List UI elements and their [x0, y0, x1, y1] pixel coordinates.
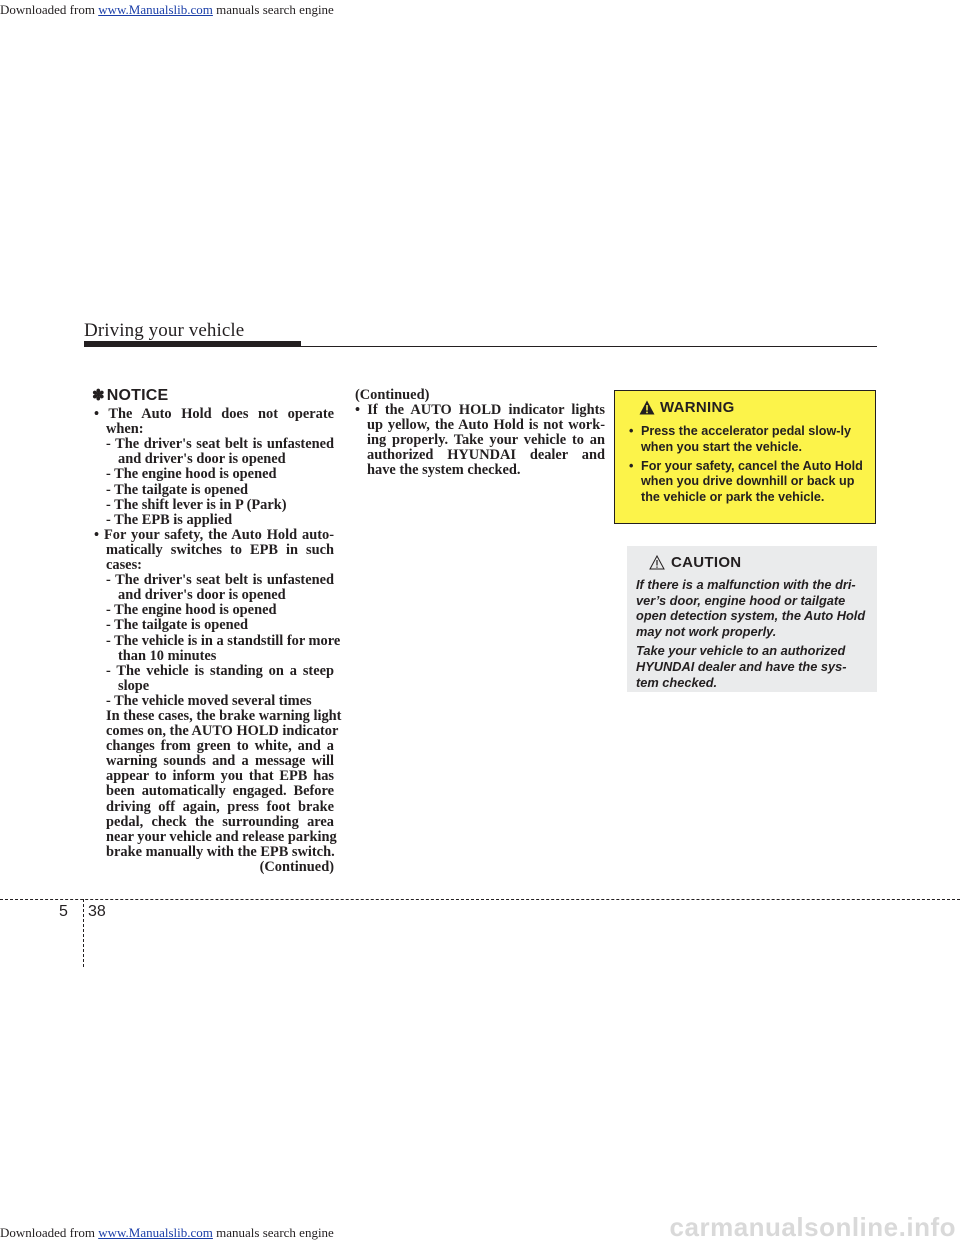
text-line: - The vehicle is in a standstill for more	[106, 632, 341, 649]
footer-dashed-rule	[0, 899, 960, 900]
text-line: In these cases, the brake warning light	[106, 707, 342, 724]
text-line: - The driver's seat belt is unfastened	[106, 436, 334, 453]
caution-triangle-icon	[649, 555, 665, 570]
banner-suffix: manuals search engine	[212, 2, 334, 17]
caution-paragraph: If there is a malfunction with the dri-ver’s door, engine hood or tailgate open detection system, the Auto Hold may not work properly.	[636, 577, 866, 639]
text-line: slope	[118, 677, 150, 694]
text-line: (Continued)	[259, 858, 334, 875]
header-rule-thin	[301, 346, 877, 347]
warning-heading	[639, 399, 735, 416]
text-line: cases:	[106, 557, 142, 574]
text-line: - The tailgate is opened	[106, 481, 249, 498]
text-line: - The vehicle is standing on a steep	[106, 662, 334, 679]
text-line: warning sounds and a message will	[106, 753, 334, 770]
text-line: driving off again, press foot brake	[106, 798, 334, 815]
bullet-icon: •	[629, 424, 634, 438]
text-line: authorized HYUNDAI dealer and	[367, 447, 605, 464]
text-line: appear to inform you that EPB has	[106, 768, 334, 785]
banner-prefix: Downloaded from	[0, 1225, 99, 1240]
manualslib-link[interactable]: www.Manualslib.com	[98, 1225, 213, 1240]
text-line: up yellow, the Auto Hold is not work-	[367, 417, 605, 434]
page-number: 38	[88, 903, 106, 920]
notice-mark-icon: ✽	[92, 387, 105, 404]
watermark-logo: carmanualsonline.info	[669, 1212, 956, 1242]
warning-item-text: Press the accelerator pedal slow-ly when you start the vehicle.	[641, 424, 851, 454]
text-line: - The engine hood is opened	[106, 602, 277, 619]
text-line: • For your safety, the Auto Hold auto-	[94, 526, 334, 543]
text-line: - The driver's seat belt is unfastened	[106, 572, 334, 589]
warning-items	[629, 424, 869, 509]
banner-prefix: Downloaded from	[0, 2, 99, 17]
text-line: and driver's door is opened	[118, 451, 286, 468]
text-line: been automatically engaged. Before	[106, 783, 334, 800]
footer-dashed-divider	[83, 899, 84, 967]
notice-column	[92, 387, 342, 875]
text-line: - The engine hood is opened	[106, 466, 277, 483]
text-line: - The shift lever is in P (Park)	[106, 496, 287, 513]
chapter-number: 5	[59, 903, 68, 920]
section-header-title: Driving your vehicle	[84, 320, 245, 341]
text-line: • If the AUTO HOLD indicator lights	[355, 402, 605, 419]
warning-title: WARNING	[660, 399, 735, 416]
caution-title: CAUTION	[671, 554, 742, 571]
download-banner-bottom	[0, 1225, 334, 1241]
warning-triangle-icon	[639, 400, 655, 415]
text-line: ing properly. Take your vehicle to an	[367, 432, 605, 449]
banner-suffix: manuals search engine	[212, 1225, 334, 1240]
notice-title: NOTICE	[106, 387, 169, 404]
continued-body	[355, 388, 605, 479]
header-rule-thick	[84, 341, 301, 347]
text-line: - The EPB is applied	[106, 511, 233, 528]
text-line: - The vehicle moved several times	[106, 692, 312, 709]
caution-box	[627, 546, 877, 692]
text-line: • The Auto Hold does not operate	[94, 406, 334, 423]
text-line: brake manually with the EPB switch.	[106, 843, 335, 860]
text-line: matically switches to EPB in such	[106, 541, 334, 558]
text-line: changes from green to white, and a	[106, 738, 334, 755]
notice-body	[94, 406, 342, 875]
warning-item	[629, 459, 869, 506]
text-line: - The tailgate is opened	[106, 617, 249, 634]
warning-item	[629, 424, 869, 456]
caution-heading	[649, 554, 741, 571]
caution-body	[636, 577, 868, 694]
warning-item-text: For your safety, cancel the Auto Hold when you drive downhill or back up the vehicle or park the vehicle.	[641, 458, 863, 505]
text-line: (Continued)	[355, 387, 430, 403]
continued-column	[355, 388, 605, 479]
text-line: and driver's door is opened	[118, 587, 286, 604]
warning-box	[614, 390, 876, 524]
download-banner-top	[0, 2, 334, 18]
caution-paragraph: Take your vehicle to an authorized HYUNDAI dealer and have the sys-tem checked.	[636, 643, 847, 690]
text-line: comes on, the AUTO HOLD indicator	[106, 723, 339, 740]
text-line: than 10 minutes	[118, 647, 217, 664]
text-line: when:	[106, 421, 144, 438]
text-line: have the system checked.	[367, 462, 521, 479]
notice-heading	[92, 388, 334, 403]
bullet-icon: •	[629, 458, 634, 473]
text-line: pedal, check the surrounding area	[106, 813, 334, 830]
manualslib-link[interactable]: www.Manualslib.com	[98, 2, 213, 17]
text-line: near your vehicle and release parking	[106, 828, 337, 845]
